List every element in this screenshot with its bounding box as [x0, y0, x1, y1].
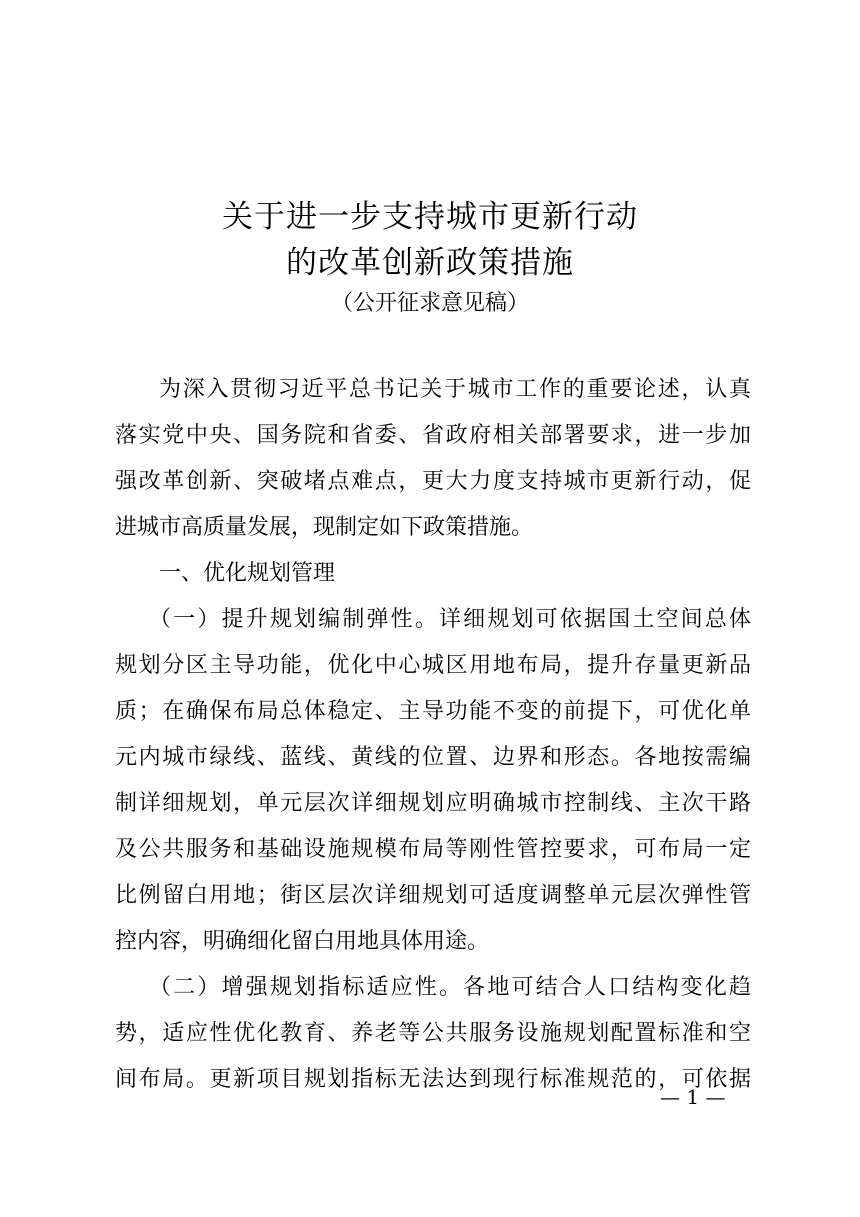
body-line: 规划分区主导功能，优化中心城区用地布局，提升存量更新品	[115, 653, 751, 678]
body-line: 元内城市绿线、蓝线、黄线的位置、边界和形态。各地按需编	[115, 745, 751, 770]
section-heading: 一、优化规划管理	[159, 561, 336, 586]
document-title-line-2: 的改革创新政策措施	[286, 245, 574, 281]
body-line: 势，适应性优化教育、养老等公共服务设施规划配置标准和空	[115, 1021, 751, 1046]
body-line: 为深入贯彻习近平总书记关于城市工作的重要论述，认真	[159, 377, 751, 402]
document-body	[115, 367, 751, 1103]
document-subtitle: （公开征求意见稿）	[330, 291, 529, 316]
body-line: 间布局。更新项目规划指标无法达到现行标准规范的，可依据	[115, 1067, 751, 1092]
body-line: 质；在确保布局总体稳定、主导功能不变的前提下，可优化单	[115, 699, 751, 724]
page-number: — 1 —	[660, 1085, 726, 1109]
document-title-line-1: 关于进一步支持城市更新行动	[222, 199, 638, 235]
body-line: 进城市高质量发展，现制定如下政策措施。	[115, 515, 534, 540]
body-line: 比例留白用地；街区层次详细规划可适度调整单元层次弹性管	[115, 883, 751, 908]
body-line: 强改革创新、突破堵点难点，更大力度支持城市更新行动，促	[115, 469, 751, 494]
body-line: （一）提升规划编制弹性。详细规划可依据国土空间总体	[149, 607, 751, 632]
body-line: （二）增强规划指标适应性。各地可结合人口结构变化趋	[149, 975, 751, 1000]
body-line: 控内容，明确细化留白用地具体用途。	[115, 929, 490, 954]
body-line: 制详细规划，单元层次详细规划应明确城市控制线、主次干路	[115, 791, 751, 816]
body-line: 落实党中央、国务院和省委、省政府相关部署要求，进一步加	[115, 423, 751, 448]
body-line: 及公共服务和基础设施规模布局等刚性管控要求，可布局一定	[115, 837, 751, 862]
